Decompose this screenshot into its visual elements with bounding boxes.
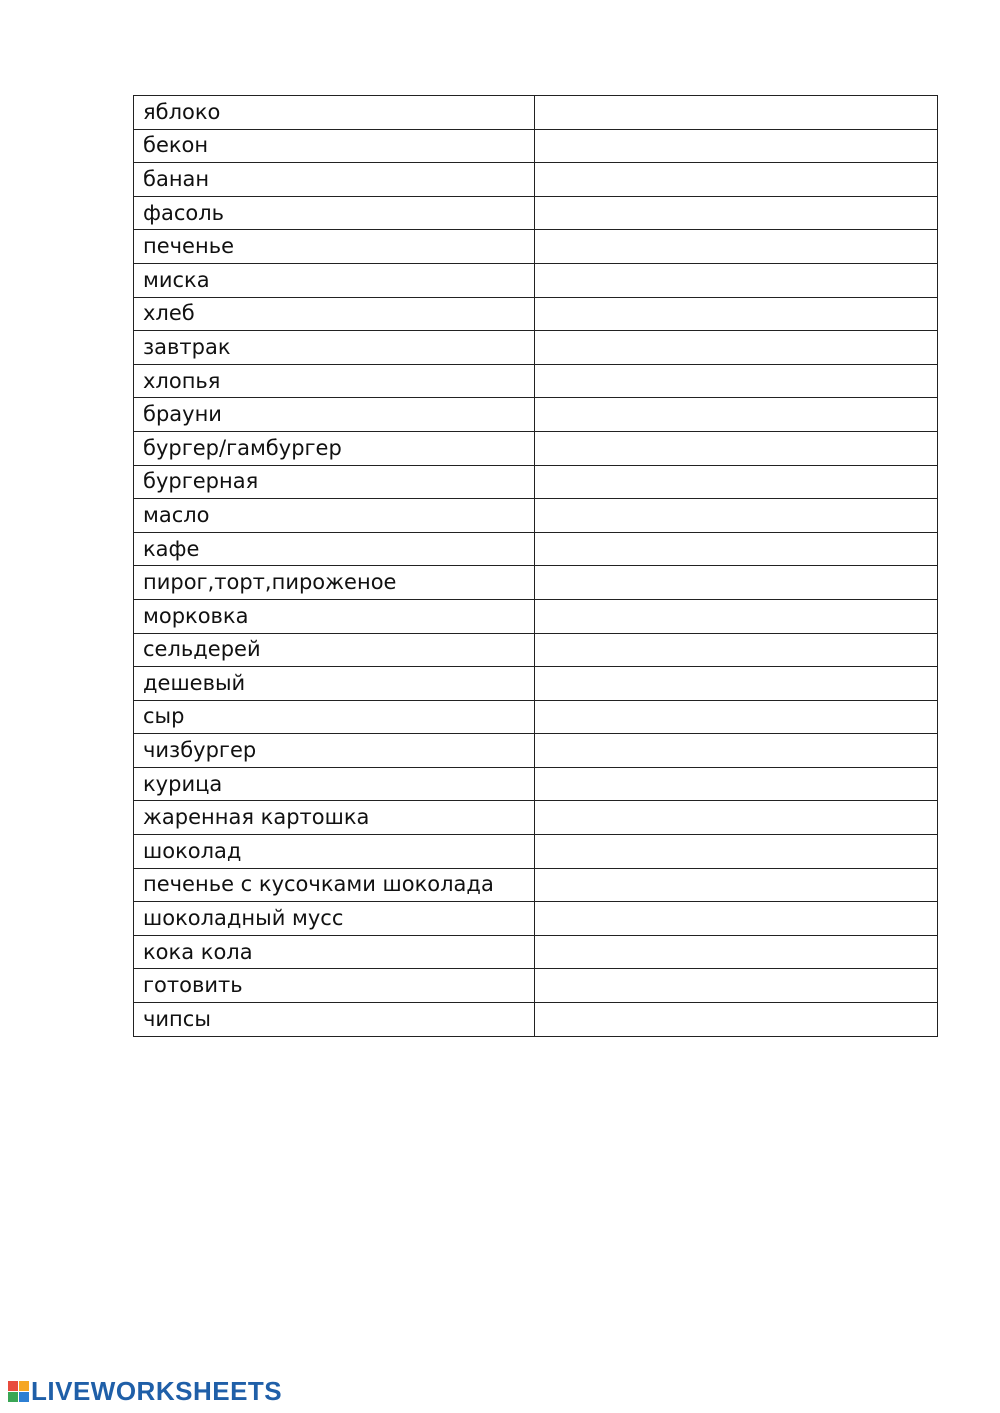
table-row: [134, 96, 938, 130]
table-row: [134, 196, 938, 230]
answer-cell: [535, 532, 938, 566]
answer-input[interactable]: [535, 398, 937, 431]
answer-cell: [535, 129, 938, 163]
vocabulary-table-body: [134, 96, 938, 1037]
table-row: [134, 801, 938, 835]
table-row: [134, 767, 938, 801]
table-row: [134, 398, 938, 432]
answer-cell: [535, 96, 938, 130]
table-row: [134, 734, 938, 768]
table-row: [134, 465, 938, 499]
answer-cell: [535, 667, 938, 701]
answer-input[interactable]: [535, 331, 937, 364]
word-cell: хлопья: [134, 364, 535, 398]
answer-input[interactable]: [535, 701, 937, 734]
table-row: [134, 566, 938, 600]
answer-cell: [535, 566, 938, 600]
answer-input[interactable]: [535, 600, 937, 633]
answer-input[interactable]: [535, 969, 937, 1002]
answer-cell: [535, 835, 938, 869]
answer-input[interactable]: [535, 902, 937, 935]
word-cell: бургерная: [134, 465, 535, 499]
answer-input[interactable]: [535, 466, 937, 499]
word-cell: банан: [134, 163, 535, 197]
answer-cell: [535, 163, 938, 197]
table-row: [134, 297, 938, 331]
answer-cell: [535, 398, 938, 432]
answer-input[interactable]: [535, 163, 937, 196]
word-cell: фасоль: [134, 196, 535, 230]
answer-cell: [535, 1003, 938, 1037]
table-row: [134, 835, 938, 869]
answer-cell: [535, 499, 938, 533]
answer-cell: [535, 465, 938, 499]
table-row: [134, 868, 938, 902]
answer-cell: [535, 935, 938, 969]
answer-input[interactable]: [535, 533, 937, 566]
answer-input[interactable]: [535, 1003, 937, 1036]
word-cell: яблоко: [134, 96, 535, 130]
table-row: [134, 667, 938, 701]
answer-cell: [535, 431, 938, 465]
word-cell: миска: [134, 263, 535, 297]
word-cell: кафе: [134, 532, 535, 566]
answer-input[interactable]: [535, 365, 937, 398]
mark-square: [19, 1392, 29, 1402]
table-row: [134, 163, 938, 197]
word-cell: морковка: [134, 599, 535, 633]
liveworksheets-wordmark: LIVEWORKSHEETS: [31, 1376, 283, 1406]
answer-cell: [535, 700, 938, 734]
word-cell: кока кола: [134, 935, 535, 969]
answer-input[interactable]: [535, 734, 937, 767]
answer-cell: [535, 263, 938, 297]
word-cell: хлеб: [134, 297, 535, 331]
answer-cell: [535, 599, 938, 633]
table-row: [134, 902, 938, 936]
word-cell: сельдерей: [134, 633, 535, 667]
liveworksheets-logo: [8, 1376, 282, 1407]
word-cell: печенье с кусочками шоколада: [134, 868, 535, 902]
word-cell: курица: [134, 767, 535, 801]
answer-input[interactable]: [535, 566, 937, 599]
table-row: [134, 129, 938, 163]
table-row: [134, 263, 938, 297]
vocabulary-table: [133, 95, 938, 1037]
word-cell: дешевый: [134, 667, 535, 701]
answer-cell: [535, 230, 938, 264]
mark-square: [8, 1381, 18, 1391]
table-row: [134, 499, 938, 533]
table-row: [134, 700, 938, 734]
answer-cell: [535, 902, 938, 936]
liveworksheets-mark-icon: [8, 1381, 29, 1402]
answer-input[interactable]: [535, 667, 937, 700]
word-cell: масло: [134, 499, 535, 533]
word-cell: сыр: [134, 700, 535, 734]
answer-cell: [535, 297, 938, 331]
word-cell: готовить: [134, 969, 535, 1003]
word-cell: пирог,торт,пироженое: [134, 566, 535, 600]
table-row: [134, 599, 938, 633]
answer-input[interactable]: [535, 634, 937, 667]
table-row: [134, 364, 938, 398]
answer-input[interactable]: [535, 197, 937, 230]
table-row: [134, 935, 938, 969]
word-cell: печенье: [134, 230, 535, 264]
answer-cell: [535, 196, 938, 230]
answer-input[interactable]: [535, 264, 937, 297]
answer-input[interactable]: [535, 869, 937, 902]
word-cell: жаренная картошка: [134, 801, 535, 835]
answer-cell: [535, 633, 938, 667]
table-row: [134, 633, 938, 667]
table-row: [134, 1003, 938, 1037]
answer-cell: [535, 734, 938, 768]
answer-input[interactable]: [535, 801, 937, 834]
mark-square: [8, 1392, 18, 1402]
table-row: [134, 431, 938, 465]
answer-input[interactable]: [535, 936, 937, 969]
answer-input[interactable]: [535, 130, 937, 163]
answer-cell: [535, 767, 938, 801]
table-row: [134, 331, 938, 365]
answer-input[interactable]: [535, 499, 937, 532]
answer-input[interactable]: [535, 298, 937, 331]
mark-square: [19, 1381, 29, 1391]
answer-input[interactable]: [535, 230, 937, 263]
answer-cell: [535, 331, 938, 365]
answer-cell: [535, 868, 938, 902]
table-row: [134, 969, 938, 1003]
answer-cell: [535, 364, 938, 398]
answer-input[interactable]: [535, 432, 937, 465]
table-row: [134, 532, 938, 566]
word-cell: шоколадный мусс: [134, 902, 535, 936]
table-row: [134, 230, 938, 264]
word-cell: чизбургер: [134, 734, 535, 768]
word-cell: шоколад: [134, 835, 535, 869]
word-cell: бургер/гамбургер: [134, 431, 535, 465]
word-cell: брауни: [134, 398, 535, 432]
answer-input[interactable]: [535, 835, 937, 868]
answer-input[interactable]: [535, 96, 937, 129]
word-cell: чипсы: [134, 1003, 535, 1037]
answer-input[interactable]: [535, 768, 937, 801]
answer-cell: [535, 969, 938, 1003]
word-cell: завтрак: [134, 331, 535, 365]
word-cell: бекон: [134, 129, 535, 163]
answer-cell: [535, 801, 938, 835]
